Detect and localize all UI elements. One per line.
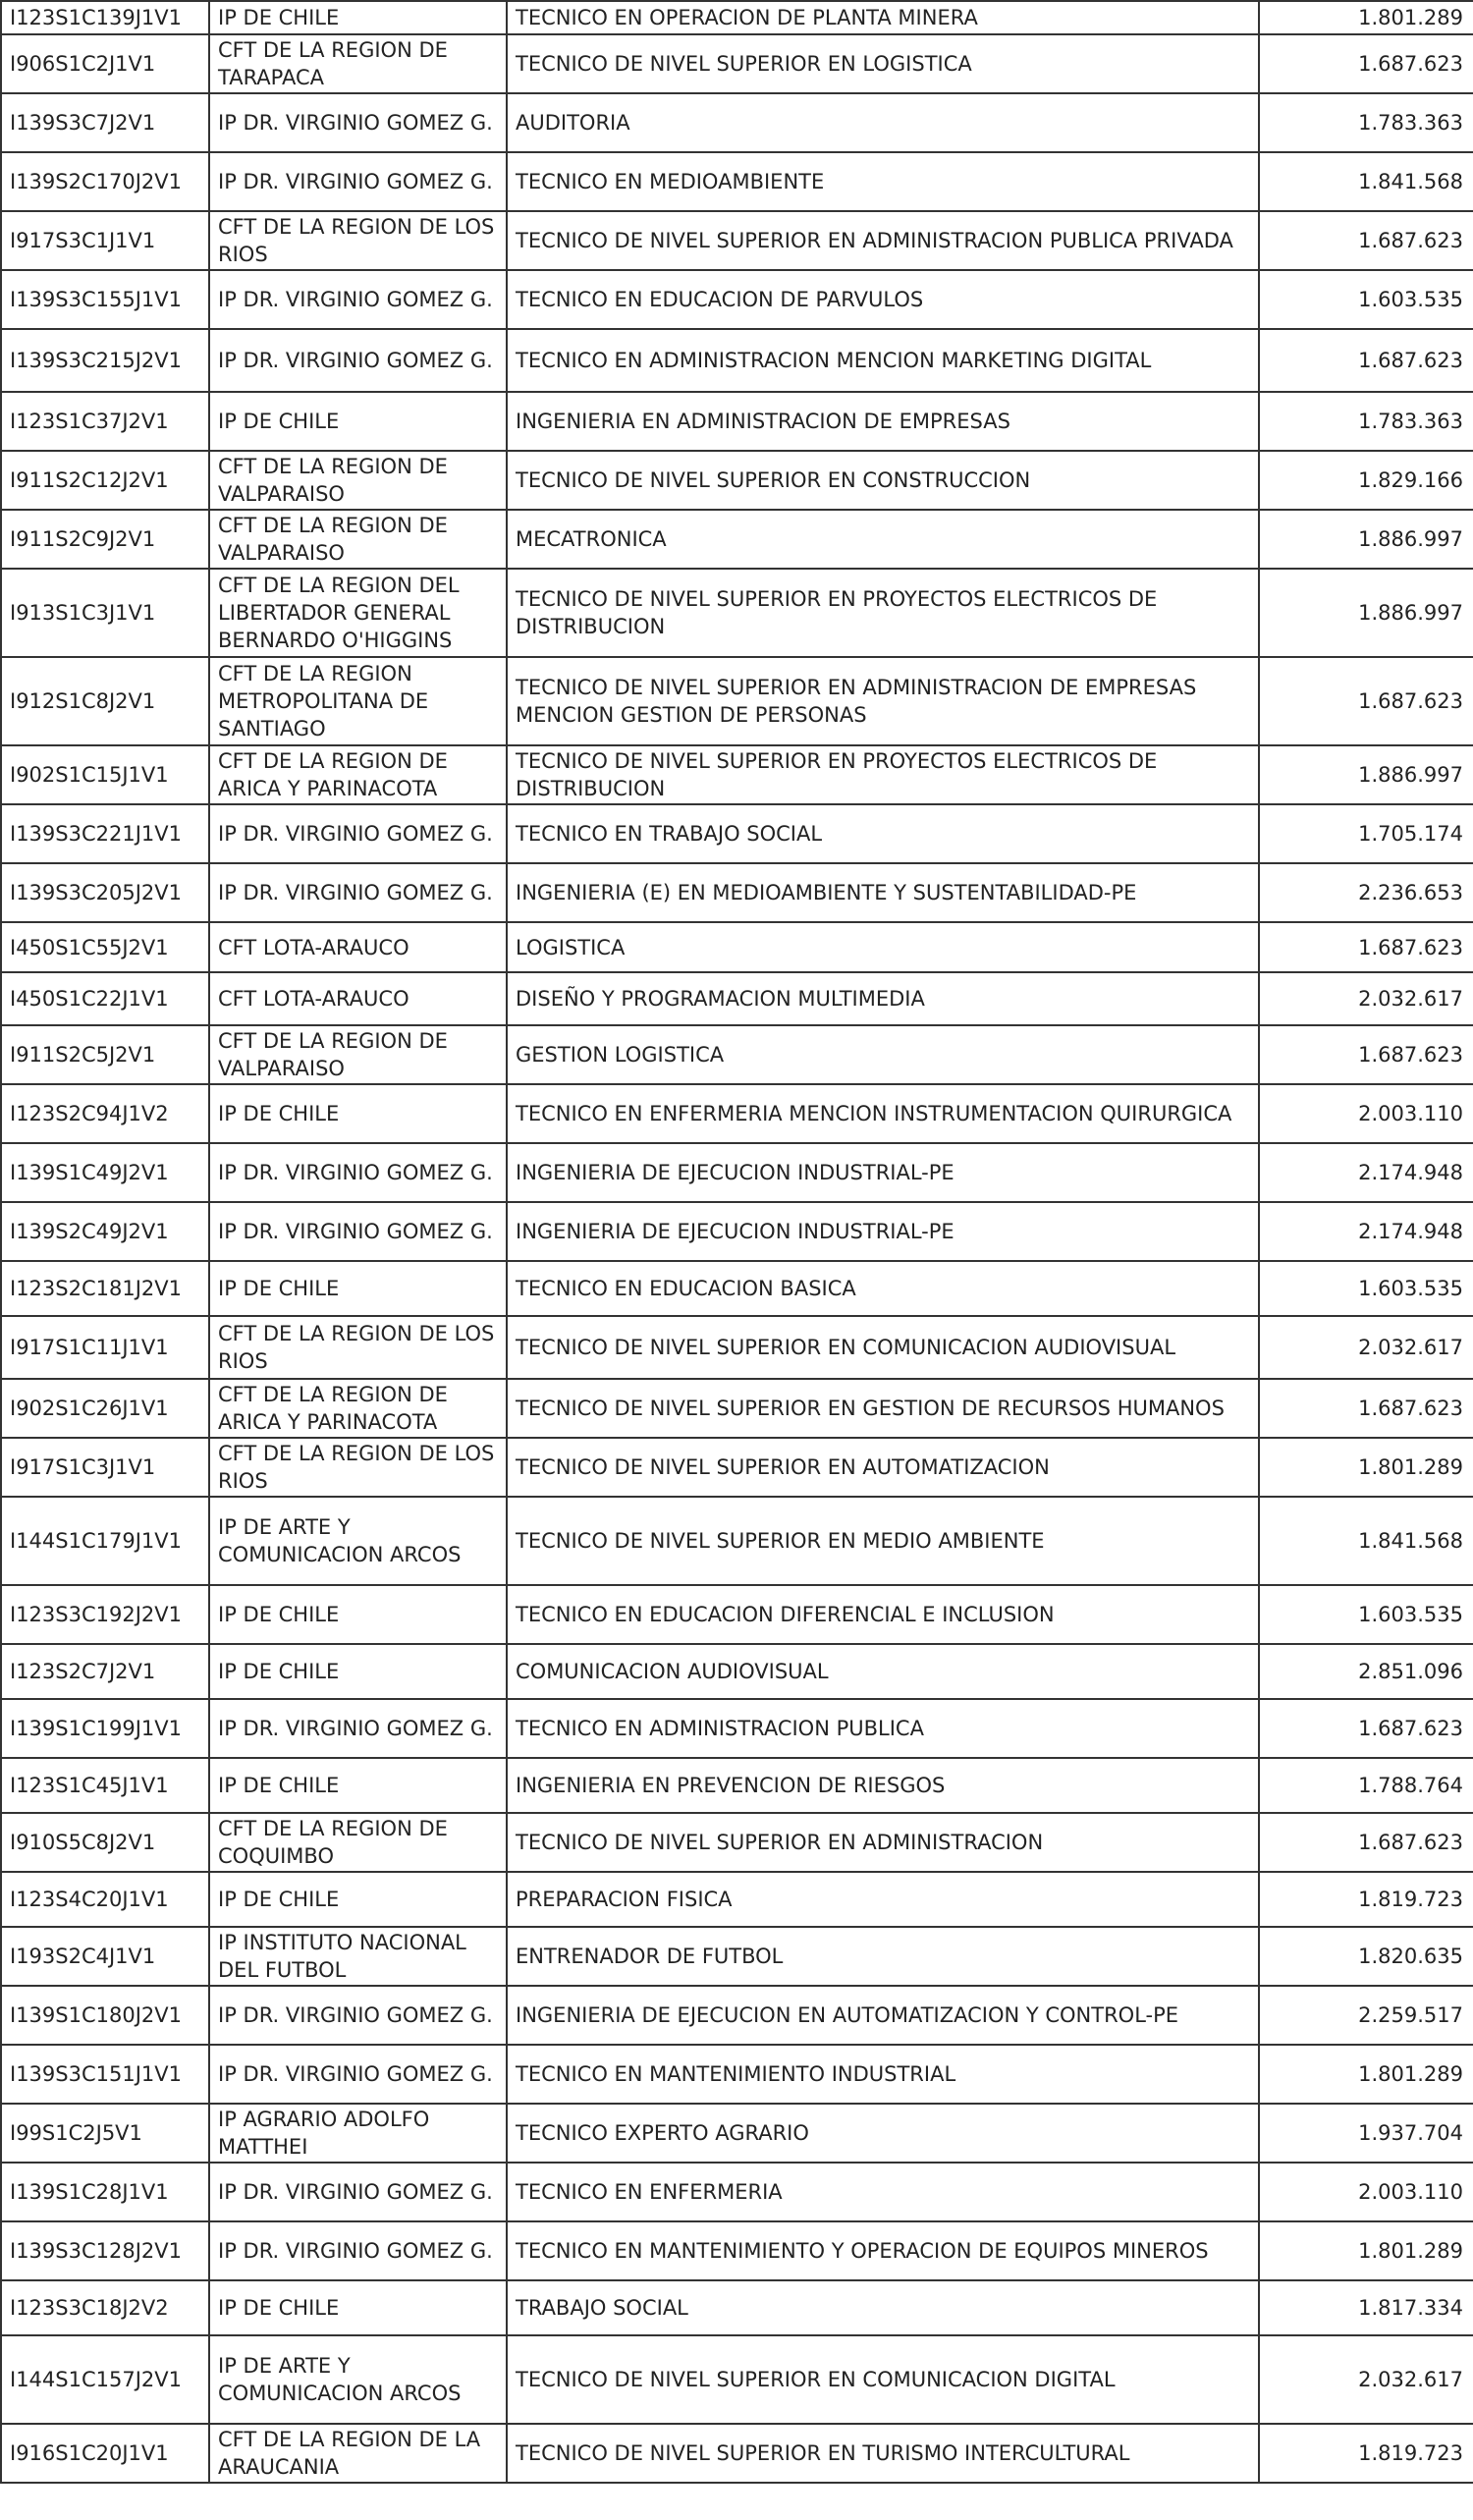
program-code-cell: I123S4C20J1V1 — [1, 1872, 209, 1927]
program-name-cell: TECNICO EN TRABAJO SOCIAL — [507, 804, 1259, 863]
program-name-cell: TECNICO DE NIVEL SUPERIOR EN GESTION DE RECURSOS HUMANOS — [507, 1379, 1259, 1438]
amount-cell: 1.783.363 — [1259, 392, 1473, 451]
program-code-cell: I123S2C181J2V1 — [1, 1261, 209, 1316]
program-code-cell: I139S1C28J1V1 — [1, 2163, 209, 2221]
amount-cell: 1.829.166 — [1259, 451, 1473, 510]
table-row — [1, 2424, 1473, 2483]
amount-cell: 1.801.289 — [1259, 1438, 1473, 1497]
table-row — [1, 972, 1473, 1025]
program-code-cell: I911S2C9J2V1 — [1, 510, 209, 569]
table-row — [1, 2221, 1473, 2280]
amount-cell: 1.841.568 — [1259, 152, 1473, 211]
program-name-cell: TECNICO DE NIVEL SUPERIOR EN CONSTRUCCION — [507, 451, 1259, 510]
amount-cell: 2.003.110 — [1259, 2163, 1473, 2221]
program-code-cell: I123S1C45J1V1 — [1, 1758, 209, 1813]
amount-cell: 1.687.623 — [1259, 657, 1473, 745]
program-code-cell: I123S3C18J2V2 — [1, 2280, 209, 2335]
program-name-cell: TECNICO DE NIVEL SUPERIOR EN TURISMO INTERCULTURAL — [507, 2424, 1259, 2483]
institution-cell: IP DR. VIRGINIO GOMEZ G. — [209, 1986, 507, 2045]
table-row — [1, 1644, 1473, 1699]
table-row — [1, 1986, 1473, 2045]
institution-cell: CFT DE LA REGION DE VALPARAISO — [209, 451, 507, 510]
program-code-cell: I911S2C5J2V1 — [1, 1025, 209, 1084]
institution-cell: IP DR. VIRGINIO GOMEZ G. — [209, 270, 507, 329]
table-row — [1, 1927, 1473, 1986]
program-code-cell: I139S3C221J1V1 — [1, 804, 209, 863]
program-code-cell: I123S3C192J2V1 — [1, 1585, 209, 1644]
institution-cell: CFT DE LA REGION DE VALPARAISO — [209, 1025, 507, 1084]
program-code-cell: I123S2C94J1V2 — [1, 1084, 209, 1143]
program-code-cell: I912S1C8J2V1 — [1, 657, 209, 745]
program-code-cell: I911S2C12J2V1 — [1, 451, 209, 510]
amount-cell: 1.687.623 — [1259, 329, 1473, 392]
program-code-cell: I902S1C15J1V1 — [1, 745, 209, 804]
amount-cell: 1.687.623 — [1259, 1379, 1473, 1438]
institution-cell: CFT DE LA REGION DE LOS RIOS — [209, 211, 507, 270]
institution-cell: IP INSTITUTO NACIONAL DEL FUTBOL — [209, 1927, 507, 1986]
program-name-cell: AUDITORIA — [507, 93, 1259, 152]
amount-cell: 1.603.535 — [1259, 1585, 1473, 1644]
table-row — [1, 1202, 1473, 1261]
program-name-cell: TECNICO DE NIVEL SUPERIOR EN COMUNICACION AUDIOVISUAL — [507, 1316, 1259, 1379]
program-code-cell: I916S1C20J1V1 — [1, 2424, 209, 2483]
table-row — [1, 1813, 1473, 1872]
amount-cell: 1.603.535 — [1259, 1261, 1473, 1316]
table-row — [1, 745, 1473, 804]
program-code-cell: I139S2C49J2V1 — [1, 1202, 209, 1261]
program-name-cell: TECNICO DE NIVEL SUPERIOR EN ADMINISTRACION PUBLICA PRIVADA — [507, 211, 1259, 270]
program-name-cell: PREPARACION FISICA — [507, 1872, 1259, 1927]
program-name-cell: TECNICO DE NIVEL SUPERIOR EN ADMINISTRACION — [507, 1813, 1259, 1872]
program-table-body — [1, 1, 1473, 2483]
program-code-cell: I917S1C3J1V1 — [1, 1438, 209, 1497]
institution-cell: IP DE CHILE — [209, 1084, 507, 1143]
amount-cell: 1.886.997 — [1259, 569, 1473, 657]
table-row — [1, 152, 1473, 211]
table-row — [1, 2280, 1473, 2335]
amount-cell: 1.801.289 — [1259, 2221, 1473, 2280]
program-code-cell: I144S1C157J2V1 — [1, 2335, 209, 2424]
amount-cell: 1.687.623 — [1259, 922, 1473, 972]
table-row — [1, 1872, 1473, 1927]
amount-cell: 1.819.723 — [1259, 2424, 1473, 2483]
institution-cell: CFT DE LA REGION DE TARAPACA — [209, 34, 507, 93]
program-name-cell: INGENIERIA DE EJECUCION INDUSTRIAL-PE — [507, 1202, 1259, 1261]
table-row — [1, 1699, 1473, 1758]
institution-cell: IP DR. VIRGINIO GOMEZ G. — [209, 152, 507, 211]
program-code-cell: I139S1C49J2V1 — [1, 1143, 209, 1202]
program-name-cell: ENTRENADOR DE FUTBOL — [507, 1927, 1259, 1986]
program-code-cell: I99S1C2J5V1 — [1, 2104, 209, 2163]
institution-cell: CFT DE LA REGION DE ARICA Y PARINACOTA — [209, 1379, 507, 1438]
program-code-cell: I139S2C170J2V1 — [1, 152, 209, 211]
institution-cell: IP DE CHILE — [209, 392, 507, 451]
program-name-cell: TECNICO EN ADMINISTRACION PUBLICA — [507, 1699, 1259, 1758]
program-code-cell: I193S2C4J1V1 — [1, 1927, 209, 1986]
amount-cell: 2.236.653 — [1259, 863, 1473, 922]
table-row — [1, 2163, 1473, 2221]
program-name-cell: INGENIERIA DE EJECUCION EN AUTOMATIZACION Y CONTROL-PE — [507, 1986, 1259, 2045]
program-name-cell: TECNICO DE NIVEL SUPERIOR EN LOGISTICA — [507, 34, 1259, 93]
program-name-cell: TECNICO DE NIVEL SUPERIOR EN AUTOMATIZACION — [507, 1438, 1259, 1497]
program-name-cell: TECNICO EN EDUCACION BASICA — [507, 1261, 1259, 1316]
institution-cell: IP DR. VIRGINIO GOMEZ G. — [209, 2221, 507, 2280]
institution-cell: IP DR. VIRGINIO GOMEZ G. — [209, 1699, 507, 1758]
table-row — [1, 329, 1473, 392]
program-code-cell: I139S3C128J2V1 — [1, 2221, 209, 2280]
table-row — [1, 1379, 1473, 1438]
institution-cell: IP DE CHILE — [209, 1758, 507, 1813]
program-code-cell: I913S1C3J1V1 — [1, 569, 209, 657]
program-name-cell: INGENIERIA (E) EN MEDIOAMBIENTE Y SUSTENTABILIDAD-PE — [507, 863, 1259, 922]
amount-cell: 1.783.363 — [1259, 93, 1473, 152]
institution-cell: IP AGRARIO ADOLFO MATTHEI — [209, 2104, 507, 2163]
amount-cell: 1.687.623 — [1259, 211, 1473, 270]
institution-cell: IP DE CHILE — [209, 1585, 507, 1644]
table-row — [1, 2104, 1473, 2163]
institution-cell: CFT DE LA REGION DEL LIBERTADOR GENERAL BERNARDO O'HIGGINS — [209, 569, 507, 657]
amount-cell: 1.817.334 — [1259, 2280, 1473, 2335]
program-name-cell: TECNICO DE NIVEL SUPERIOR EN PROYECTOS ELECTRICOS DE DISTRIBUCION — [507, 569, 1259, 657]
institution-cell: CFT DE LA REGION DE LOS RIOS — [209, 1438, 507, 1497]
program-name-cell: TECNICO DE NIVEL SUPERIOR EN ADMINISTRACION DE EMPRESAS MENCION GESTION DE PERSONAS — [507, 657, 1259, 745]
amount-cell: 1.687.623 — [1259, 34, 1473, 93]
amount-cell: 1.603.535 — [1259, 270, 1473, 329]
program-code-cell: I450S1C55J2V1 — [1, 922, 209, 972]
institution-cell: IP DR. VIRGINIO GOMEZ G. — [209, 2045, 507, 2104]
table-row — [1, 569, 1473, 657]
amount-cell: 1.820.635 — [1259, 1927, 1473, 1986]
amount-cell: 2.174.948 — [1259, 1202, 1473, 1261]
program-code-cell: I450S1C22J1V1 — [1, 972, 209, 1025]
program-code-cell: I123S1C37J2V1 — [1, 392, 209, 451]
table-row — [1, 1497, 1473, 1585]
program-name-cell: TECNICO EN OPERACION DE PLANTA MINERA — [507, 1, 1259, 34]
table-row — [1, 922, 1473, 972]
amount-cell: 2.851.096 — [1259, 1644, 1473, 1699]
amount-cell: 2.259.517 — [1259, 1986, 1473, 2045]
program-name-cell: MECATRONICA — [507, 510, 1259, 569]
amount-cell: 1.937.704 — [1259, 2104, 1473, 2163]
program-code-cell: I139S1C180J2V1 — [1, 1986, 209, 2045]
table-row — [1, 392, 1473, 451]
program-name-cell: TECNICO DE NIVEL SUPERIOR EN PROYECTOS ELECTRICOS DE DISTRIBUCION — [507, 745, 1259, 804]
amount-cell: 2.032.617 — [1259, 2335, 1473, 2424]
program-code-cell: I906S1C2J1V1 — [1, 34, 209, 93]
program-name-cell: INGENIERIA DE EJECUCION INDUSTRIAL-PE — [507, 1143, 1259, 1202]
table-row — [1, 1261, 1473, 1316]
table-row — [1, 1084, 1473, 1143]
program-code-cell: I902S1C26J1V1 — [1, 1379, 209, 1438]
program-name-cell: DISEÑO Y PROGRAMACION MULTIMEDIA — [507, 972, 1259, 1025]
program-name-cell: TECNICO EN MANTENIMIENTO INDUSTRIAL — [507, 2045, 1259, 2104]
program-name-cell: TECNICO EN MEDIOAMBIENTE — [507, 152, 1259, 211]
amount-cell: 1.788.764 — [1259, 1758, 1473, 1813]
program-code-cell: I917S1C11J1V1 — [1, 1316, 209, 1379]
program-name-cell: TECNICO EN EDUCACION DIFERENCIAL E INCLUSION — [507, 1585, 1259, 1644]
amount-cell: 1.687.623 — [1259, 1813, 1473, 1872]
program-name-cell: GESTION LOGISTICA — [507, 1025, 1259, 1084]
program-code-cell: I139S3C151J1V1 — [1, 2045, 209, 2104]
institution-cell: IP DR. VIRGINIO GOMEZ G. — [209, 329, 507, 392]
institution-cell: IP DR. VIRGINIO GOMEZ G. — [209, 804, 507, 863]
table-row — [1, 863, 1473, 922]
amount-cell: 1.886.997 — [1259, 745, 1473, 804]
program-name-cell: TECNICO EXPERTO AGRARIO — [507, 2104, 1259, 2163]
program-name-cell: TECNICO EN EDUCACION DE PARVULOS — [507, 270, 1259, 329]
amount-cell: 2.174.948 — [1259, 1143, 1473, 1202]
program-code-cell: I139S1C199J1V1 — [1, 1699, 209, 1758]
table-row — [1, 1758, 1473, 1813]
institution-cell: IP DE ARTE Y COMUNICACION ARCOS — [209, 2335, 507, 2424]
program-code-cell: I917S3C1J1V1 — [1, 211, 209, 270]
table-row — [1, 1438, 1473, 1497]
amount-cell: 1.705.174 — [1259, 804, 1473, 863]
amount-cell: 1.801.289 — [1259, 2045, 1473, 2104]
program-code-cell: I139S3C205J2V1 — [1, 863, 209, 922]
table-row — [1, 657, 1473, 745]
program-name-cell: INGENIERIA EN PREVENCION DE RIESGOS — [507, 1758, 1259, 1813]
table-row — [1, 2045, 1473, 2104]
program-name-cell: TECNICO EN ADMINISTRACION MENCION MARKETING DIGITAL — [507, 329, 1259, 392]
table-row — [1, 1143, 1473, 1202]
institution-cell: IP DE CHILE — [209, 1872, 507, 1927]
table-row — [1, 270, 1473, 329]
program-code-cell: I139S3C7J2V1 — [1, 93, 209, 152]
table-row — [1, 451, 1473, 510]
program-name-cell: INGENIERIA EN ADMINISTRACION DE EMPRESAS — [507, 392, 1259, 451]
institution-cell: CFT DE LA REGION METROPOLITANA DE SANTIAGO — [209, 657, 507, 745]
amount-cell: 1.886.997 — [1259, 510, 1473, 569]
institution-cell: IP DR. VIRGINIO GOMEZ G. — [209, 863, 507, 922]
institution-cell: CFT LOTA-ARAUCO — [209, 922, 507, 972]
institution-cell: IP DE CHILE — [209, 1, 507, 34]
table-row — [1, 1316, 1473, 1379]
program-code-cell: I144S1C179J1V1 — [1, 1497, 209, 1585]
table-row — [1, 804, 1473, 863]
table-row — [1, 93, 1473, 152]
table-row — [1, 1, 1473, 34]
institution-cell: CFT DE LA REGION DE ARICA Y PARINACOTA — [209, 745, 507, 804]
table-row — [1, 1585, 1473, 1644]
program-name-cell: TECNICO EN ENFERMERIA MENCION INSTRUMENTACION QUIRURGICA — [507, 1084, 1259, 1143]
table-row — [1, 211, 1473, 270]
amount-cell: 2.032.617 — [1259, 1316, 1473, 1379]
institution-cell: CFT DE LA REGION DE VALPARAISO — [209, 510, 507, 569]
amount-cell: 1.687.623 — [1259, 1699, 1473, 1758]
institution-cell: CFT DE LA REGION DE LA ARAUCANIA — [209, 2424, 507, 2483]
institution-cell: IP DE CHILE — [209, 1261, 507, 1316]
institution-cell: CFT DE LA REGION DE LOS RIOS — [209, 1316, 507, 1379]
institution-cell: IP DR. VIRGINIO GOMEZ G. — [209, 93, 507, 152]
program-code-cell: I139S3C215J2V1 — [1, 329, 209, 392]
amount-cell: 1.801.289 — [1259, 1, 1473, 34]
institution-cell: IP DE ARTE Y COMUNICACION ARCOS — [209, 1497, 507, 1585]
program-code-cell: I139S3C155J1V1 — [1, 270, 209, 329]
institution-cell: IP DE CHILE — [209, 1644, 507, 1699]
table-row — [1, 1025, 1473, 1084]
amount-cell: 2.032.617 — [1259, 972, 1473, 1025]
amount-cell: 1.687.623 — [1259, 1025, 1473, 1084]
institution-cell: IP DR. VIRGINIO GOMEZ G. — [209, 1202, 507, 1261]
program-name-cell: LOGISTICA — [507, 922, 1259, 972]
table-row — [1, 510, 1473, 569]
institution-cell: CFT LOTA-ARAUCO — [209, 972, 507, 1025]
program-name-cell: COMUNICACION AUDIOVISUAL — [507, 1644, 1259, 1699]
program-code-cell: I910S5C8J2V1 — [1, 1813, 209, 1872]
program-code-cell: I123S1C139J1V1 — [1, 1, 209, 34]
institution-cell: IP DE CHILE — [209, 2280, 507, 2335]
institution-cell: IP DR. VIRGINIO GOMEZ G. — [209, 2163, 507, 2221]
program-name-cell: TRABAJO SOCIAL — [507, 2280, 1259, 2335]
amount-cell: 1.841.568 — [1259, 1497, 1473, 1585]
amount-cell: 2.003.110 — [1259, 1084, 1473, 1143]
institution-cell: CFT DE LA REGION DE COQUIMBO — [209, 1813, 507, 1872]
program-name-cell: TECNICO EN MANTENIMIENTO Y OPERACION DE EQUIPOS MINEROS — [507, 2221, 1259, 2280]
table-row — [1, 2335, 1473, 2424]
program-name-cell: TECNICO EN ENFERMERIA — [507, 2163, 1259, 2221]
institution-cell: IP DR. VIRGINIO GOMEZ G. — [209, 1143, 507, 1202]
program-code-cell: I123S2C7J2V1 — [1, 1644, 209, 1699]
program-name-cell: TECNICO DE NIVEL SUPERIOR EN COMUNICACION DIGITAL — [507, 2335, 1259, 2424]
table-row — [1, 34, 1473, 93]
program-name-cell: TECNICO DE NIVEL SUPERIOR EN MEDIO AMBIENTE — [507, 1497, 1259, 1585]
amount-cell: 1.819.723 — [1259, 1872, 1473, 1927]
